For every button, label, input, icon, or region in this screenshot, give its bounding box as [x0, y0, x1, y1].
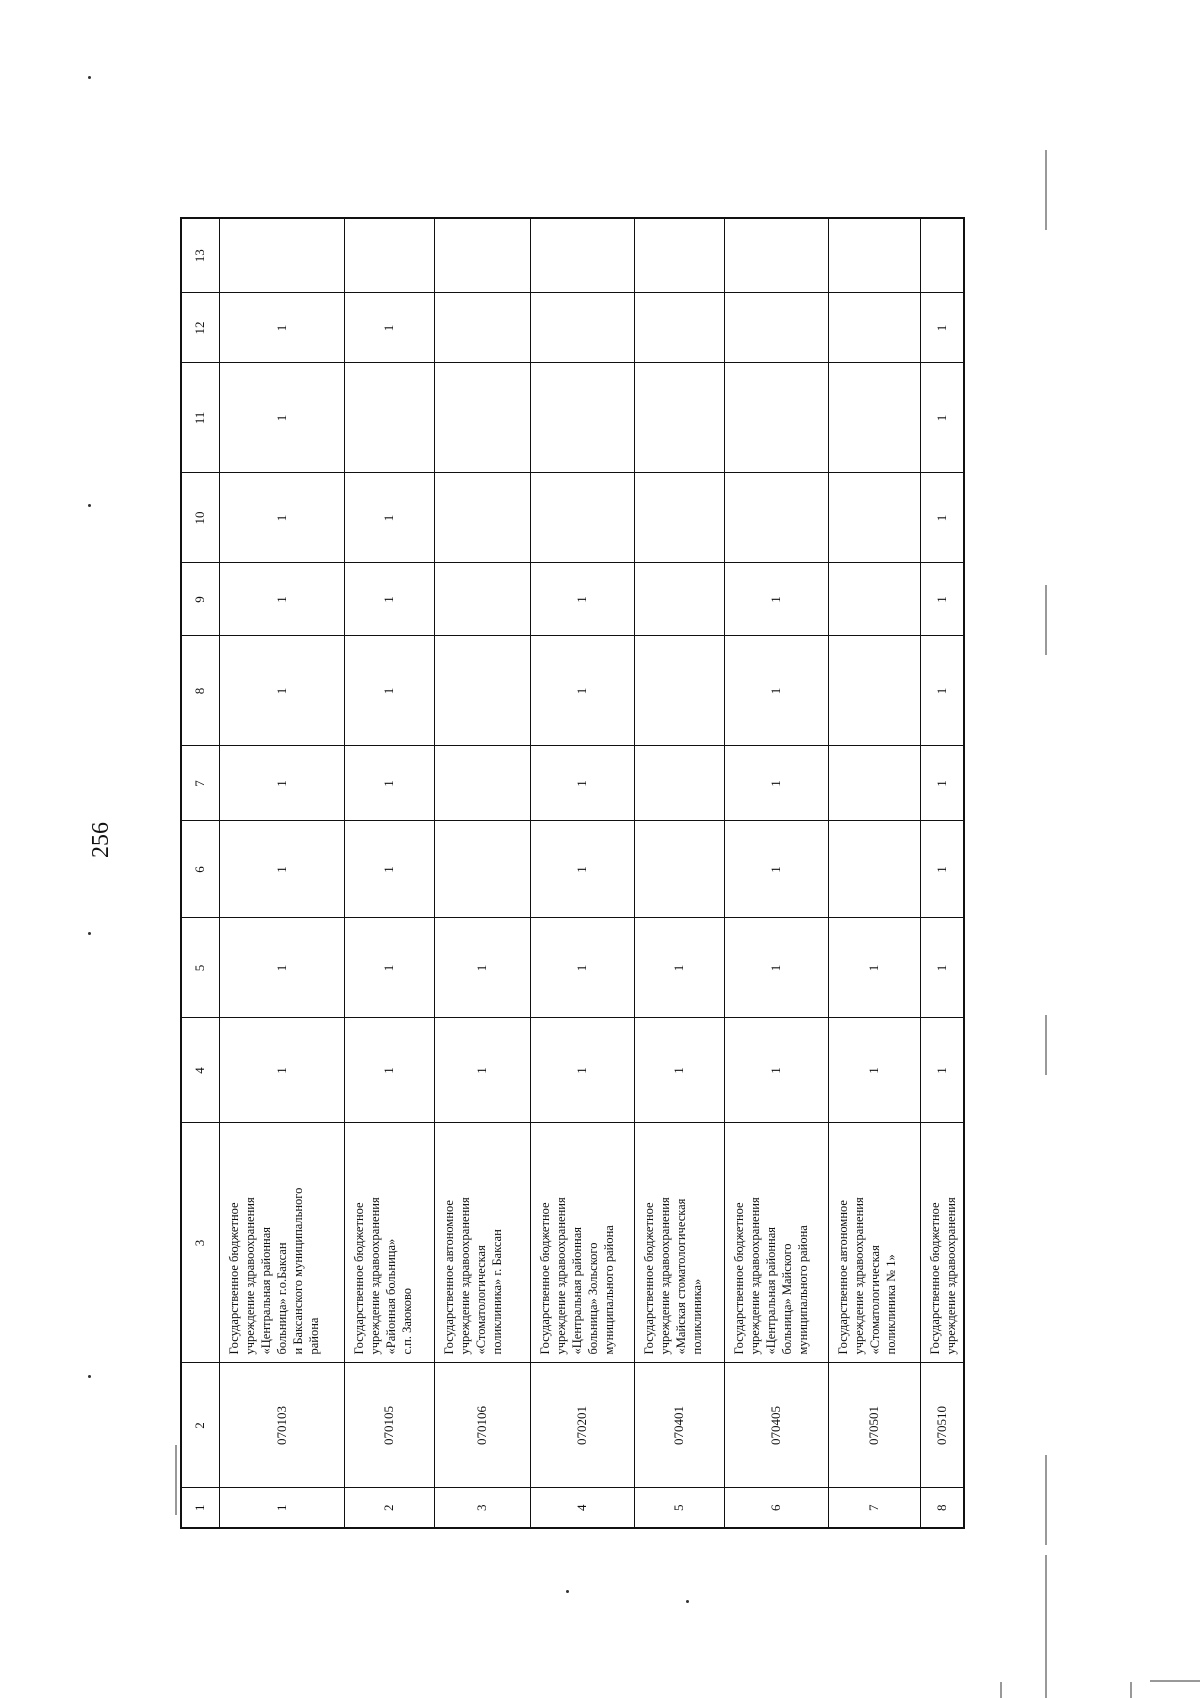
value-cell	[724, 293, 828, 363]
value-cell: 1	[344, 1018, 434, 1123]
value-cell: 1	[219, 821, 344, 918]
table-row	[724, 218, 828, 1528]
scan-speck	[88, 1375, 91, 1378]
value-cell	[828, 363, 920, 473]
value-cell: 1	[920, 636, 964, 746]
header-cell: 7	[181, 746, 219, 821]
header-cell: 8	[181, 636, 219, 746]
org-code-cell: 070201	[530, 1363, 634, 1488]
scan-artifact-line	[1045, 585, 1047, 655]
value-cell	[434, 563, 530, 636]
table-row	[219, 218, 344, 1528]
value-cell: 1	[344, 918, 434, 1018]
value-cell	[828, 746, 920, 821]
table-rotated-container	[180, 219, 960, 1529]
value-cell	[724, 218, 828, 293]
value-cell: 1	[920, 363, 964, 473]
scan-artifact-line	[175, 1445, 177, 1515]
header-cell: 1	[181, 1488, 219, 1528]
scan-speck	[88, 932, 91, 935]
value-cell	[828, 473, 920, 563]
value-cell: 1	[219, 473, 344, 563]
org-name-cell: Государственное бюджетное учреждение здравоохранения «Центральная районная больница» г.о.Баксан и Баксанского муниципального района	[219, 1123, 344, 1363]
table-row	[530, 218, 634, 1528]
value-cell: 1	[219, 918, 344, 1018]
table-row	[828, 218, 920, 1528]
value-cell	[344, 218, 434, 293]
value-cell: 1	[530, 918, 634, 1018]
value-cell	[434, 636, 530, 746]
value-cell: 1	[219, 363, 344, 473]
org-code-cell: 070105	[344, 1363, 434, 1488]
value-cell	[434, 293, 530, 363]
value-cell	[920, 218, 964, 293]
org-name-cell: Государственное бюджетное учреждение здравоохранения	[920, 1123, 964, 1363]
scan-artifact-line	[1130, 1682, 1132, 1698]
value-cell: 1	[920, 293, 964, 363]
value-cell: 1	[219, 746, 344, 821]
header-cell: 11	[181, 363, 219, 473]
value-cell	[219, 218, 344, 293]
value-cell: 1	[724, 918, 828, 1018]
value-cell	[434, 746, 530, 821]
scan-speck	[566, 1590, 569, 1593]
row-number-cell: 4	[530, 1488, 634, 1528]
table-row	[920, 218, 964, 1528]
value-cell: 1	[724, 636, 828, 746]
page-number: 256	[88, 822, 114, 858]
value-cell: 1	[219, 563, 344, 636]
value-cell	[828, 218, 920, 293]
value-cell	[344, 363, 434, 473]
value-cell: 1	[724, 1018, 828, 1123]
row-number-cell: 6	[724, 1488, 828, 1528]
header-cell: 6	[181, 821, 219, 918]
header-cell: 10	[181, 473, 219, 563]
value-cell	[828, 293, 920, 363]
row-number-cell: 1	[219, 1488, 344, 1528]
header-cell: 4	[181, 1018, 219, 1123]
value-cell: 1	[219, 1018, 344, 1123]
row-number-cell: 8	[920, 1488, 964, 1528]
value-cell: 1	[828, 918, 920, 1018]
value-cell	[434, 473, 530, 563]
value-cell: 1	[920, 1018, 964, 1123]
org-code-cell: 070405	[724, 1363, 828, 1488]
value-cell	[828, 636, 920, 746]
scan-artifact-line	[1045, 1015, 1047, 1075]
value-cell	[530, 363, 634, 473]
org-name-cell: Государственное автономное учреждение здравоохранения «Стоматологическая поликлиника» г. Баксан	[434, 1123, 530, 1363]
value-cell: 1	[634, 1018, 724, 1123]
table-row	[634, 218, 724, 1528]
value-cell	[634, 636, 724, 746]
value-cell: 1	[920, 821, 964, 918]
scan-artifact-line	[1045, 1455, 1047, 1545]
value-cell: 1	[344, 746, 434, 821]
org-name-cell: Государственное автономное учреждение здравоохранения «Стоматологическая поликлиника № 1»	[828, 1123, 920, 1363]
scan-artifact-line	[1045, 150, 1047, 230]
row-number-cell: 3	[434, 1488, 530, 1528]
value-cell	[634, 293, 724, 363]
value-cell: 1	[530, 746, 634, 821]
row-number-cell: 7	[828, 1488, 920, 1528]
scan-speck	[88, 76, 91, 79]
value-cell: 1	[530, 1018, 634, 1123]
value-cell: 1	[344, 473, 434, 563]
scan-speck	[88, 504, 91, 507]
value-cell	[634, 218, 724, 293]
org-code-cell: 070510	[920, 1363, 964, 1488]
table-row	[344, 218, 434, 1528]
value-cell	[634, 746, 724, 821]
header-cell: 3	[181, 1123, 219, 1363]
value-cell: 1	[724, 821, 828, 918]
value-cell	[634, 473, 724, 563]
scan-artifact-line	[1045, 1555, 1047, 1698]
scan-artifact-line	[1000, 1682, 1002, 1698]
header-cell: 2	[181, 1363, 219, 1488]
value-cell	[828, 563, 920, 636]
org-name-cell: Государственное бюджетное учреждение здравоохранения «Майская стоматологическая поликлиника»	[634, 1123, 724, 1363]
header-cell: 12	[181, 293, 219, 363]
value-cell	[724, 473, 828, 563]
value-cell	[634, 821, 724, 918]
value-cell	[434, 821, 530, 918]
value-cell: 1	[920, 746, 964, 821]
data-table	[180, 217, 965, 1529]
table-body	[181, 218, 964, 1528]
value-cell	[434, 218, 530, 293]
value-cell: 1	[434, 1018, 530, 1123]
value-cell: 1	[530, 821, 634, 918]
value-cell: 1	[920, 563, 964, 636]
value-cell	[634, 563, 724, 636]
value-cell: 1	[219, 293, 344, 363]
value-cell: 1	[724, 746, 828, 821]
value-cell: 1	[530, 563, 634, 636]
org-name-cell: Государственное бюджетное учреждение здравоохранения «Центральная районная больница» Зольского муниципального района	[530, 1123, 634, 1363]
value-cell: 1	[434, 918, 530, 1018]
value-cell	[434, 363, 530, 473]
value-cell	[530, 473, 634, 563]
value-cell: 1	[920, 473, 964, 563]
org-code-cell: 070501	[828, 1363, 920, 1488]
value-cell	[828, 821, 920, 918]
org-code-cell: 070106	[434, 1363, 530, 1488]
value-cell: 1	[344, 563, 434, 636]
header-cell: 9	[181, 563, 219, 636]
org-name-cell: Государственное бюджетное учреждение здравоохранения «Районная больница» с.п. Заюково	[344, 1123, 434, 1363]
org-code-cell: 070103	[219, 1363, 344, 1488]
scan-artifact-line	[1150, 1680, 1200, 1682]
value-cell	[530, 218, 634, 293]
header-row	[181, 218, 219, 1528]
value-cell: 1	[219, 636, 344, 746]
value-cell: 1	[634, 918, 724, 1018]
value-cell: 1	[724, 563, 828, 636]
org-name-cell: Государственное бюджетное учреждение здравоохранения «Центральная районная больница» Майского муниципального района	[724, 1123, 828, 1363]
value-cell: 1	[530, 636, 634, 746]
table-row	[434, 218, 530, 1528]
value-cell: 1	[920, 918, 964, 1018]
value-cell	[530, 293, 634, 363]
row-number-cell: 5	[634, 1488, 724, 1528]
scan-speck	[686, 1600, 689, 1603]
value-cell	[634, 363, 724, 473]
header-cell: 5	[181, 918, 219, 1018]
value-cell: 1	[828, 1018, 920, 1123]
value-cell: 1	[344, 636, 434, 746]
value-cell: 1	[344, 293, 434, 363]
header-cell: 13	[181, 218, 219, 293]
org-code-cell: 070401	[634, 1363, 724, 1488]
value-cell	[724, 363, 828, 473]
row-number-cell: 2	[344, 1488, 434, 1528]
value-cell: 1	[344, 821, 434, 918]
